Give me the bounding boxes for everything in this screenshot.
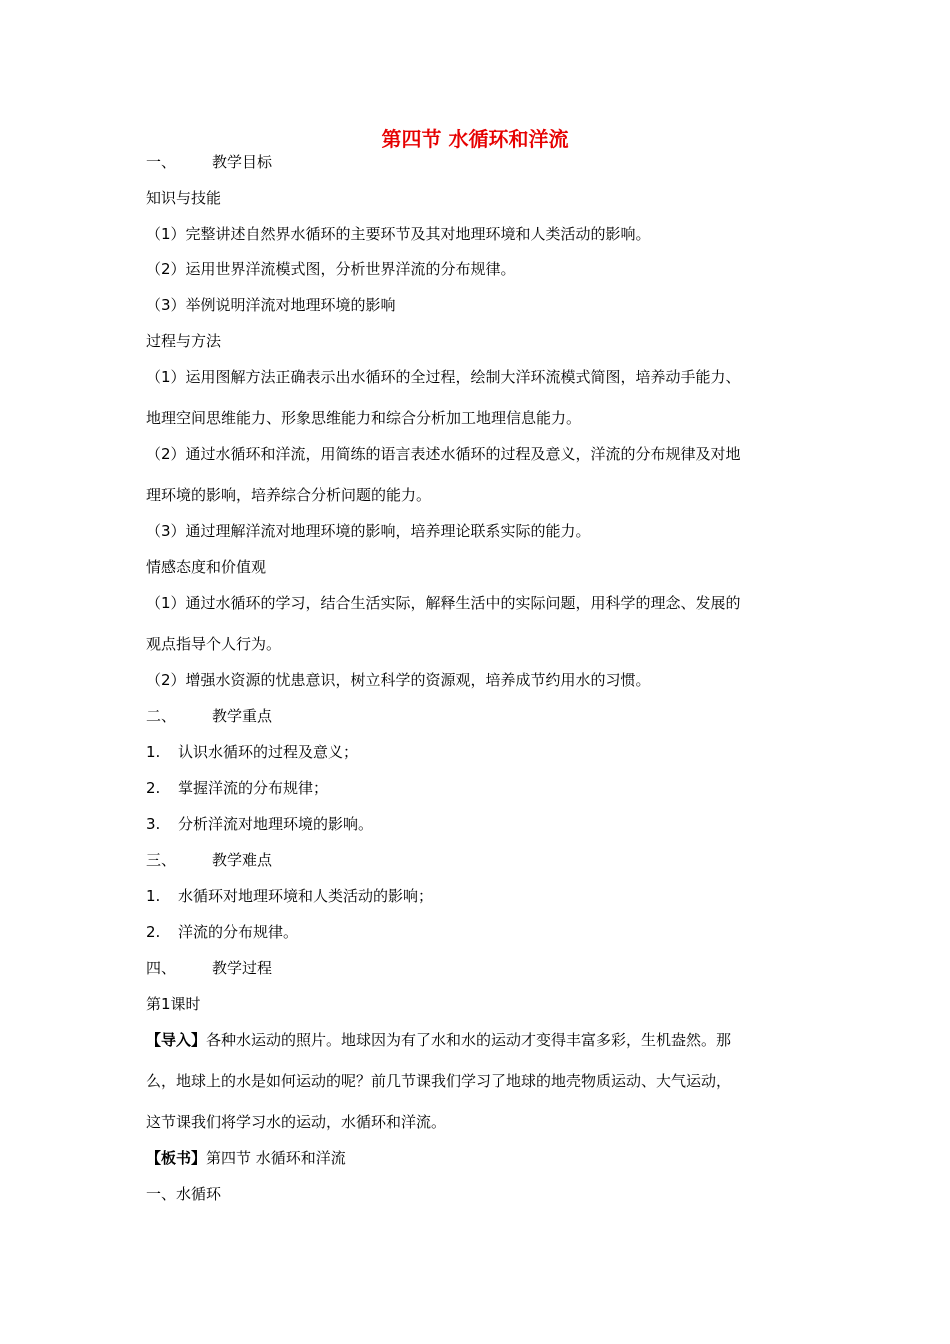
paragraph xyxy=(146,1030,731,1050)
section-heading-key-points xyxy=(146,706,272,726)
list-text: 洋流的分布规律。 xyxy=(178,923,299,941)
board-tag: 【板书】 xyxy=(146,1149,207,1167)
paragraph: （1）完整讲述自然界水循环的主要环节及其对地理环境和人类活动的影响。 xyxy=(146,225,651,243)
list-item xyxy=(146,922,298,942)
list-item xyxy=(146,778,328,798)
list-item xyxy=(146,742,358,762)
board-text: 第四节 水循环和洋流 xyxy=(206,1149,346,1167)
lesson-label: 第1课时 xyxy=(146,995,201,1013)
list-text: 认识水循环的过程及意义； xyxy=(178,743,359,761)
paragraph: （1）运用图解方法正确表示出水循环的全过程，绘制大洋环流模式简图，培养动手能力、 xyxy=(146,368,741,386)
subheading-knowledge: 知识与技能 xyxy=(146,189,222,207)
paragraph: 么，地球上的水是如何运动的呢？前几节课我们学习了地球的地壳物质运动、大气运动， xyxy=(146,1072,732,1090)
paragraph: （2）增强水资源的忧患意识，树立科学的资源观，培养成节约用水的习惯。 xyxy=(146,671,651,689)
paragraph: 地理空间思维能力、形象思维能力和综合分析加工地理信息能力。 xyxy=(146,409,582,427)
paragraph: 一、水循环 xyxy=(146,1185,222,1203)
list-item xyxy=(146,886,433,906)
paragraph: 观点指导个人行为。 xyxy=(146,635,282,653)
paragraph: （3）举例说明洋流对地理环境的影响 xyxy=(146,296,396,314)
paragraph: （1）通过水循环的学习，结合生活实际，解释生活中的实际问题，用科学的理念、发展的 xyxy=(146,594,741,612)
paragraph xyxy=(146,1148,346,1168)
section-label: 教学过程 xyxy=(212,959,273,977)
section-heading-difficulties xyxy=(146,850,272,870)
list-number: 1. xyxy=(146,887,161,905)
paragraph: （3）通过理解洋流对地理环境的影响，培养理论联系实际的能力。 xyxy=(146,522,591,540)
section-label: 教学目标 xyxy=(212,153,273,171)
subheading-emotion: 情感态度和价值观 xyxy=(146,558,267,576)
list-number: 2. xyxy=(146,923,161,941)
paragraph: （2）运用世界洋流模式图，分析世界洋流的分布规律。 xyxy=(146,260,516,278)
list-number: 1. xyxy=(146,743,161,761)
list-text: 分析洋流对地理环境的影响。 xyxy=(178,815,374,833)
section-heading-objectives xyxy=(146,152,272,172)
page-title: 第四节 水循环和洋流 xyxy=(381,127,569,151)
list-number: 3. xyxy=(146,815,161,833)
section-label: 教学难点 xyxy=(212,851,273,869)
section-heading-process xyxy=(146,958,272,978)
list-number: 2. xyxy=(146,779,161,797)
section-number: 三、 xyxy=(146,851,177,869)
subheading-process: 过程与方法 xyxy=(146,332,222,350)
list-text: 掌握洋流的分布规律； xyxy=(178,779,329,797)
intro-tag: 【导入】 xyxy=(146,1031,207,1049)
paragraph: （2）通过水循环和洋流，用简练的语言表述水循环的过程及意义，洋流的分布规律及对地 xyxy=(146,445,741,463)
list-item xyxy=(146,814,373,834)
section-number: 一、 xyxy=(146,153,177,171)
section-number: 二、 xyxy=(146,707,177,725)
paragraph: 这节课我们将学习水的运动，水循环和洋流。 xyxy=(146,1113,447,1131)
paragraph: 理环境的影响，培养综合分析问题的能力。 xyxy=(146,486,432,504)
section-number: 四、 xyxy=(146,959,177,977)
section-label: 教学重点 xyxy=(212,707,273,725)
list-text: 水循环对地理环境和人类活动的影响； xyxy=(178,887,434,905)
intro-text: 各种水运动的照片。地球因为有了水和水的运动才变得丰富多彩，生机盎然。那 xyxy=(206,1031,732,1049)
